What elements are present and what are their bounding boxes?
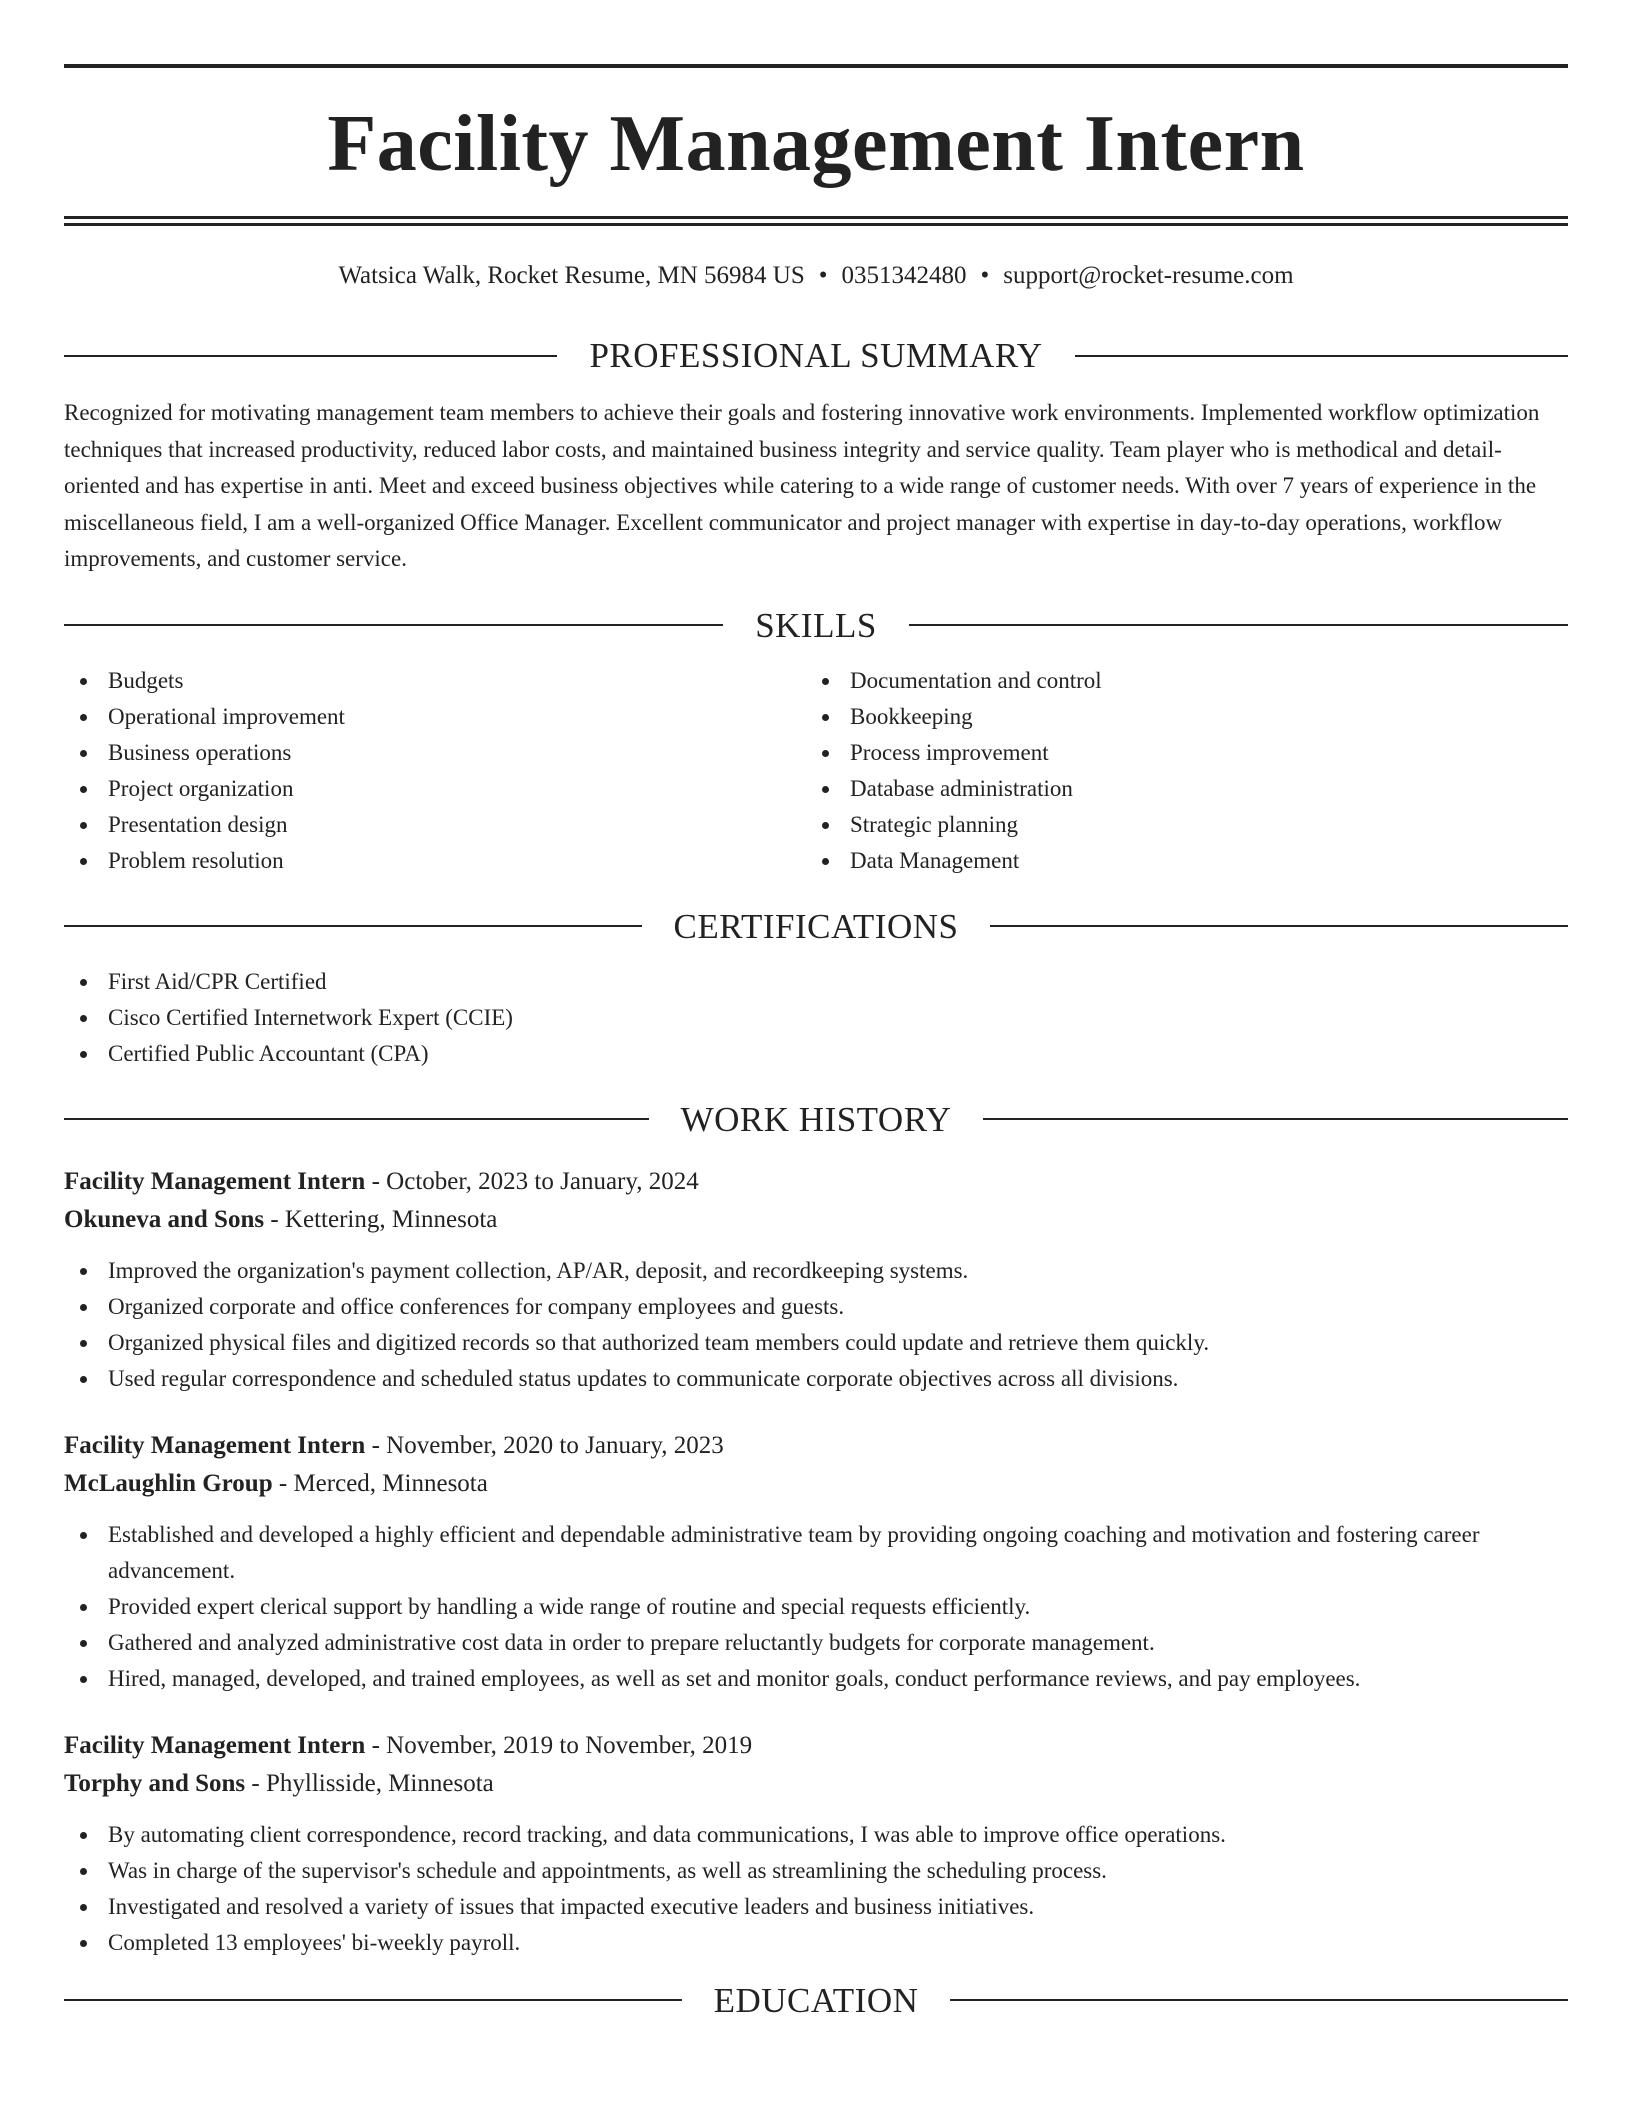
job-bullet: Used regular correspondence and scheduled status updates to communicate corporate objectives across all divisions. — [64, 1361, 1568, 1397]
job-bullets — [64, 1253, 1568, 1397]
contact-line — [64, 262, 1568, 290]
job-title-line — [64, 1163, 1568, 1201]
skill-item: Operational improvement — [64, 699, 806, 735]
job-title: Facility Management Intern — [64, 1731, 366, 1759]
contact-email[interactable]: support@rocket-resume.com — [1003, 262, 1294, 289]
section-rule-left — [64, 1118, 649, 1120]
job-bullet: Hired, managed, developed, and trained employees, as well as set and monitor goals, conduct performance reviews, and pay employees. — [64, 1661, 1568, 1697]
section-rule-right — [909, 624, 1568, 626]
job-bullet: Organized corporate and office conferences for company employees and guests. — [64, 1289, 1568, 1325]
job-location: - Kettering, Minnesota — [264, 1205, 498, 1233]
section-rule-left — [64, 624, 723, 626]
section-header-skills — [64, 605, 1568, 645]
certifications-list — [64, 964, 1568, 1072]
section-rule-right — [983, 1118, 1568, 1120]
skills-list-left — [64, 663, 806, 879]
job-bullet: Organized physical files and digitized records so that authorized team members could update and retrieve them quickly. — [64, 1325, 1568, 1361]
job-company-line — [64, 1765, 1568, 1803]
job-bullets — [64, 1817, 1568, 1961]
job-company-line — [64, 1465, 1568, 1503]
job-bullet: Gathered and analyzed administrative cost data in order to prepare reluctantly budgets for corporate management. — [64, 1625, 1568, 1661]
resume-title: Facility Management Intern — [327, 100, 1305, 188]
summary-text: Recognized for motivating management team members to achieve their goals and fostering innovative work environments. Implemented workflow optimization techniques that increased productivity, reduced labor costs, and maintained business integrity and service quality. Team player who is methodical and detail-oriented and has expertise in anti. Meet and exceed business objectives while catering to a wide range of customer needs. With over 7 years of experience in the miscellaneous field, I am a well-organized Office Manager. Excellent communicator and project manager with expertise in day-to-day operations, workflow improvements, and customer service. — [64, 400, 1540, 571]
section-title: WORK HISTORY — [680, 1099, 952, 1139]
contact-separator: • — [980, 262, 990, 289]
job-bullet: Completed 13 employees' bi-weekly payroll. — [64, 1925, 1568, 1961]
skill-item: Business operations — [64, 735, 806, 771]
job-dates: - October, 2023 to January, 2024 — [365, 1167, 699, 1195]
skill-item: Budgets — [64, 663, 806, 699]
job-title-line — [64, 1427, 1568, 1465]
job-entry — [64, 1727, 1568, 1961]
skill-item: Project organization — [64, 771, 806, 807]
job-title: Facility Management Intern — [64, 1431, 366, 1459]
section-rule-left — [64, 925, 642, 927]
job-company-line — [64, 1201, 1568, 1239]
job-title: Facility Management Intern — [64, 1167, 366, 1195]
job-location: - Phyllisside, Minnesota — [245, 1769, 494, 1797]
job-entry — [64, 1163, 1568, 1397]
job-bullet: Provided expert clerical support by handling a wide range of routine and special requests efficiently. — [64, 1589, 1568, 1625]
skill-item: Presentation design — [64, 807, 806, 843]
job-title-line — [64, 1727, 1568, 1765]
skills-list-right — [806, 663, 1548, 879]
section-rule-left — [64, 355, 557, 357]
section-title: CERTIFICATIONS — [673, 906, 959, 946]
certification-item: Certified Public Accountant (CPA) — [64, 1036, 1568, 1072]
job-location: - Merced, Minnesota — [272, 1469, 488, 1497]
skill-item: Problem resolution — [64, 843, 806, 879]
certification-item: Cisco Certified Internetwork Expert (CCIE) — [64, 1000, 1568, 1036]
skill-item: Database administration — [806, 771, 1548, 807]
section-title: EDUCATION — [713, 1980, 919, 2020]
job-bullet: Established and developed a highly efficient and dependable administrative team by providing ongoing coaching and motivation and fostering career advancement. — [64, 1517, 1568, 1589]
skill-item: Documentation and control — [806, 663, 1548, 699]
section-rule-right — [950, 1999, 1568, 2001]
job-company: McLaughlin Group — [64, 1469, 273, 1497]
section-rule-right — [990, 925, 1568, 927]
job-bullet: Improved the organization's payment collection, AP/AR, deposit, and recordkeeping systems. — [64, 1253, 1568, 1289]
skill-item: Bookkeeping — [806, 699, 1548, 735]
job-company: Okuneva and Sons — [64, 1205, 265, 1233]
job-bullets — [64, 1517, 1568, 1697]
skill-item: Process improvement — [806, 735, 1548, 771]
job-entry — [64, 1427, 1568, 1697]
section-header-education — [64, 1980, 1568, 2020]
skills-grid — [64, 663, 1568, 879]
section-header-certifications — [64, 906, 1568, 946]
skill-item: Strategic planning — [806, 807, 1548, 843]
contact-phone: 0351342480 — [841, 262, 967, 289]
skill-item: Data Management — [806, 843, 1548, 879]
section-header-work-history — [64, 1099, 1568, 1139]
contact-separator: • — [818, 262, 828, 289]
section-rule-left — [64, 1999, 682, 2001]
job-dates: - November, 2019 to November, 2019 — [365, 1731, 753, 1759]
job-bullet: By automating client correspondence, record tracking, and data communications, I was able to improve office operations. — [64, 1817, 1568, 1853]
section-header-summary — [64, 338, 1568, 373]
job-bullet: Was in charge of the supervisor's schedule and appointments, as well as streamlining the scheduling process. — [64, 1853, 1568, 1889]
section-rule-right — [1075, 355, 1568, 357]
contact-address: Watsica Walk, Rocket Resume, MN 56984 US — [338, 262, 805, 289]
job-dates: - November, 2020 to January, 2023 — [365, 1431, 724, 1459]
title-double-rule — [64, 216, 1568, 226]
job-company: Torphy and Sons — [64, 1769, 246, 1797]
section-title: PROFESSIONAL SUMMARY — [589, 336, 1043, 375]
section-title: SKILLS — [755, 605, 877, 645]
top-rule — [64, 64, 1568, 68]
job-bullet: Investigated and resolved a variety of issues that impacted executive leaders and business initiatives. — [64, 1889, 1568, 1925]
certification-item: First Aid/CPR Certified — [64, 964, 1568, 1000]
